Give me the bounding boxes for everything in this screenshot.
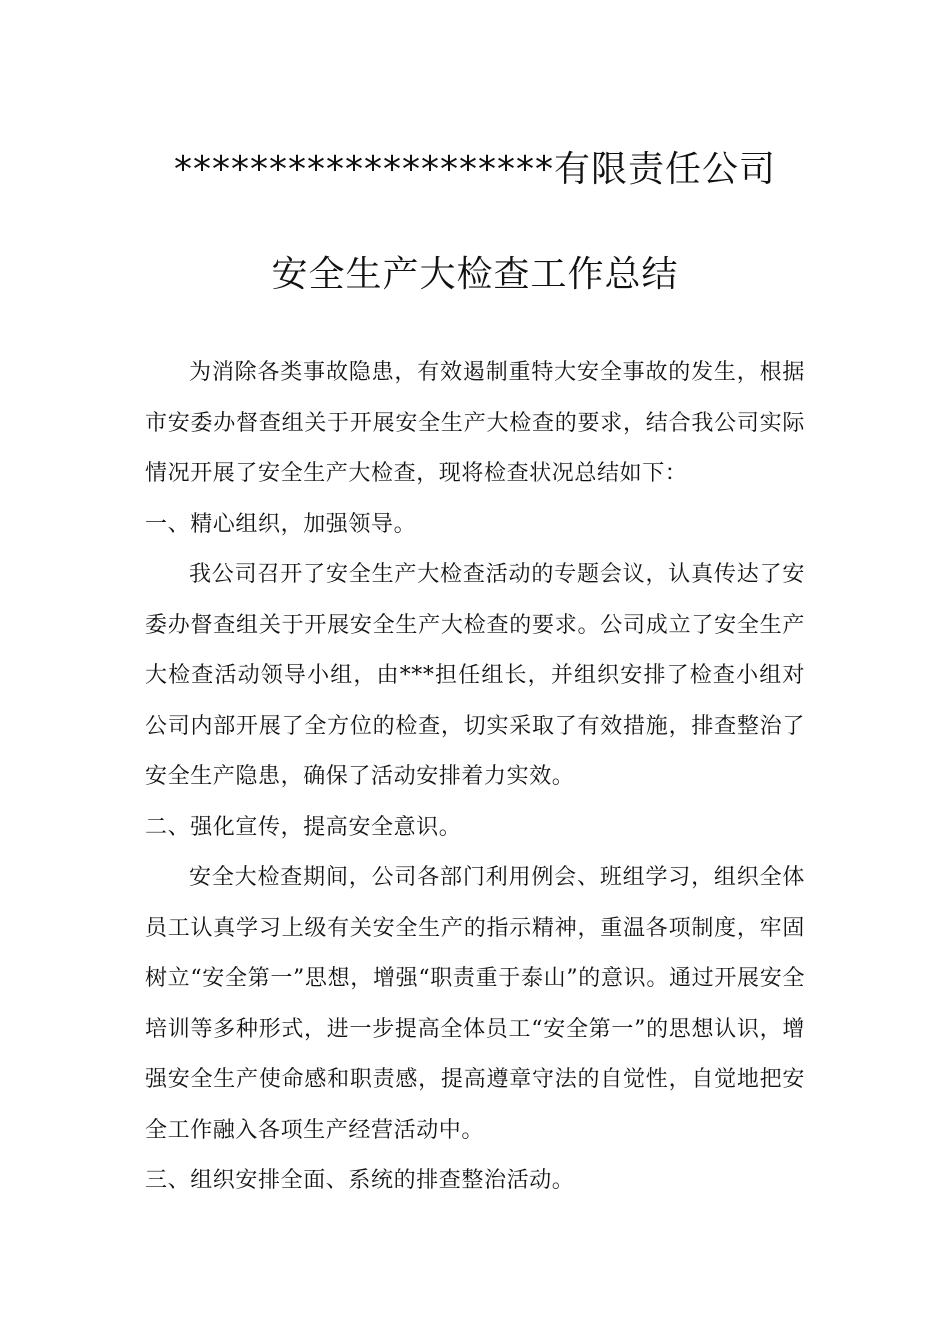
report-title: 安全生产大检查工作总结 [271, 254, 679, 295]
section-3-heading: 三、组织安排全面、系统的排查整治活动。 [145, 1168, 575, 1193]
section-1-heading: 一、精心组织，加强领导。 [145, 511, 417, 537]
section-2-paragraph: 安全大检查期间，公司各部门利用例会、班组学习，组织全体员工认真学习上级有关安全生产的指示精神，重温各项制度，牢固树立“安全第一”思想，增强“职责重于泰山”的意识。通过开展安全培训等多种形式，进一步提高全体员工“安全第一”的思想认识，增强安全生产使命感和职责感，提高遵章守法的自觉性，自觉地把安全工作融入各项生产经营活动中。 [145, 865, 805, 1143]
document-body [145, 348, 805, 1207]
section-1-paragraph: 我公司召开了安全生产大检查活动的专题会议，认真传达了安委办督查组关于开展安全生产大检查的要求。公司成立了安全生产大检查活动领导小组，由***担任组长，并组织安排了检查小组对公司内部开展了全方位的检查，切实采取了有效措施，排查整治了安全生产隐患，确保了活动安排着力实效。 [145, 562, 805, 789]
section-2-heading: 二、强化宣传，提高安全意识。 [145, 814, 462, 840]
company-title: ********************有限责任公司 [173, 149, 776, 190]
intro-paragraph: 为消除各类事故隐患，有效遏制重特大安全事故的发生，根据市安委办督查组关于开展安全生产大检查的要求，结合我公司实际情况开展了安全生产大检查，现将检查状况总结如下： [145, 360, 805, 486]
